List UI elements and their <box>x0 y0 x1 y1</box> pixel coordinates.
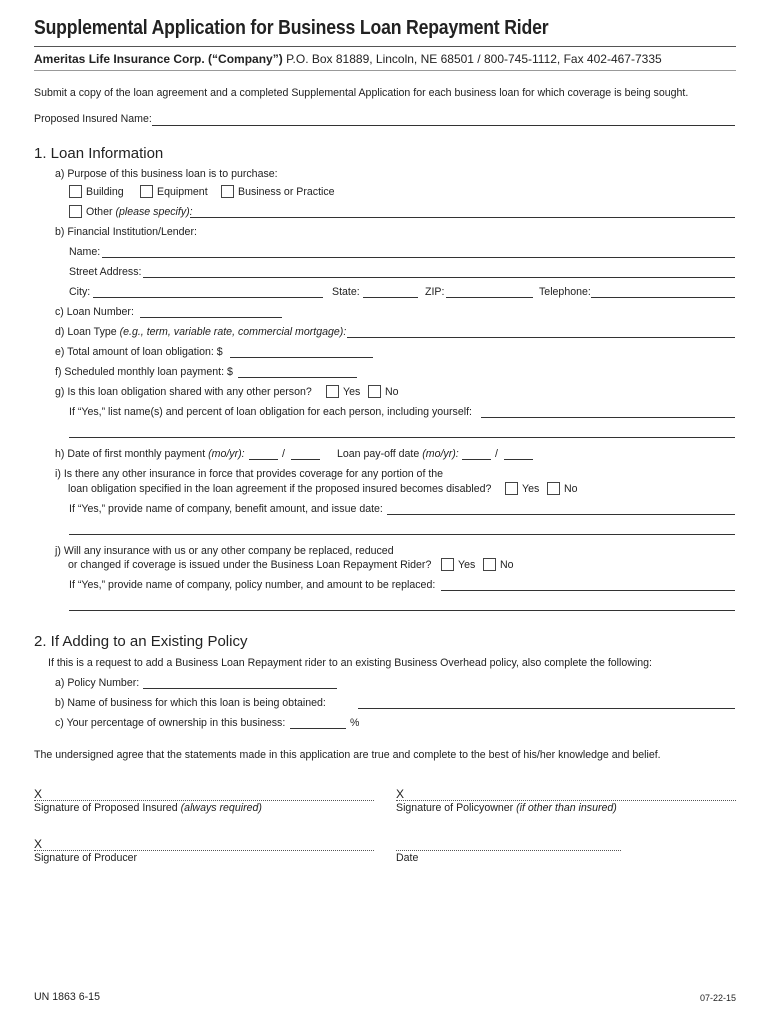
proposed-insured-field[interactable] <box>152 125 735 126</box>
insured-signature-label <box>34 802 262 814</box>
replacement-label-2: or changed if coverage is issued under the Business Loan Repayment Rider? <box>68 559 432 571</box>
lender-label: b) Financial Institution/Lender: <box>55 226 197 238</box>
zip-field[interactable] <box>446 297 533 298</box>
replacement-followup-field-2[interactable] <box>69 610 735 611</box>
other-insurance-followup-field[interactable] <box>387 514 735 515</box>
ownership-percent-sign: % <box>350 717 360 729</box>
loan-type-label <box>55 326 346 338</box>
first-payment-year-field[interactable] <box>291 459 320 460</box>
city-label: City: <box>69 286 91 298</box>
monthly-payment-label: f) Scheduled monthly loan payment: $ <box>55 366 233 378</box>
policy-number-label: a) Policy Number: <box>55 677 140 689</box>
other-insurance-yes-checkbox[interactable] <box>505 482 518 495</box>
loan-type-field[interactable] <box>347 337 735 338</box>
replacement-no-checkbox[interactable] <box>483 558 496 571</box>
payoff-month-field[interactable] <box>462 459 491 460</box>
company-name: Ameritas Life Insurance Corp. (“Company”) <box>34 52 283 66</box>
intro-text: Submit a copy of the loan agreement and a completed Supplemental Application for each business loan for which coverage is being sought. <box>34 87 689 99</box>
payoff-date-note: (mo/yr): <box>422 448 459 460</box>
owner-signature-text: Signature of Policyowner <box>396 802 514 814</box>
replacement-yes-checkbox[interactable] <box>441 558 454 571</box>
shared-yes-label: Yes <box>343 386 361 398</box>
insured-signature-note: (always required) <box>180 802 262 814</box>
loan-type-note: (e.g., term, variable rate, commercial mortgage): <box>119 326 347 338</box>
shared-yes-checkbox[interactable] <box>326 385 339 398</box>
business-or-practice-label: Business or Practice <box>238 186 335 198</box>
zip-label: ZIP: <box>425 286 445 298</box>
building-checkbox[interactable] <box>69 185 82 198</box>
lender-name-field[interactable] <box>102 257 735 258</box>
other-text: Other <box>86 206 113 218</box>
payoff-slash: / <box>495 448 498 460</box>
shared-followup-field-2[interactable] <box>69 437 735 438</box>
replacement-no-label: No <box>500 559 514 571</box>
equipment-checkbox[interactable] <box>140 185 153 198</box>
state-field[interactable] <box>363 297 418 298</box>
section-loan-information-heading: 1. Loan Information <box>34 145 164 162</box>
title-rule <box>34 46 736 47</box>
insured-signature-field[interactable] <box>34 800 374 801</box>
policy-number-field[interactable] <box>143 688 337 689</box>
other-insurance-followup-field-2[interactable] <box>69 534 735 535</box>
lender-name-label: Name: <box>69 246 101 258</box>
street-address-label: Street Address: <box>69 266 142 278</box>
date-field[interactable] <box>396 850 621 851</box>
loan-amount-label: e) Total amount of loan obligation: $ <box>55 346 223 358</box>
other-insurance-followup-label: If “Yes,” provide name of company, benefit amount, and issue date: <box>69 503 383 515</box>
street-address-field[interactable] <box>143 277 735 278</box>
owner-signature-note: (if other than insured) <box>516 802 617 814</box>
shared-obligation-label: g) Is this loan obligation shared with any other person? <box>55 386 312 398</box>
other-insurance-yes-label: Yes <box>522 483 540 495</box>
replacement-label-1: j) Will any insurance with us or any other company be replaced, reduced <box>55 545 394 557</box>
ownership-field[interactable] <box>290 728 346 729</box>
loan-purpose-label: a) Purpose of this business loan is to purchase: <box>55 168 278 180</box>
producer-signature-field[interactable] <box>34 850 374 851</box>
owner-signature-x: X <box>396 787 405 801</box>
other-insurance-label-1: i) Is there any other insurance in force that provides coverage for any portion of the <box>55 468 444 480</box>
other-label <box>86 206 193 218</box>
other-insurance-no-checkbox[interactable] <box>547 482 560 495</box>
telephone-label: Telephone: <box>539 286 591 298</box>
owner-signature-label <box>396 802 617 814</box>
loan-number-field[interactable] <box>140 317 282 318</box>
page-title: Supplemental Application for Business Loan Repayment Rider <box>34 16 549 39</box>
attestation-text: The undersigned agree that the statements made in this application are true and complete to the best of his/her knowledge and belief. <box>34 749 661 761</box>
loan-number-label: c) Loan Number: <box>55 306 134 318</box>
replacement-yes-label: Yes <box>458 559 476 571</box>
first-payment-month-field[interactable] <box>249 459 278 460</box>
building-label: Building <box>86 186 124 198</box>
shared-followup-field[interactable] <box>481 417 735 418</box>
equipment-label: Equipment <box>157 186 208 198</box>
first-payment-text: h) Date of first monthly payment <box>55 448 206 460</box>
first-payment-label <box>55 448 245 460</box>
producer-signature-label: Signature of Producer <box>34 852 138 864</box>
payoff-year-field[interactable] <box>504 459 533 460</box>
ownership-label: c) Your percentage of ownership in this business: <box>55 717 286 729</box>
state-label: State: <box>332 286 360 298</box>
section-existing-policy-heading: 2. If Adding to an Existing Policy <box>34 633 248 650</box>
business-name-field[interactable] <box>358 708 735 709</box>
existing-policy-intro: If this is a request to add a Business Loan Repayment rider to an existing Business Overhead policy, also complete the following: <box>48 657 652 669</box>
revision-date: 07-22-15 <box>700 993 737 1003</box>
first-payment-slash: / <box>282 448 285 460</box>
shared-no-label: No <box>385 386 399 398</box>
form-number: UN 1863 6-15 <box>34 991 100 1003</box>
owner-signature-field[interactable] <box>396 800 736 801</box>
date-label: Date <box>396 852 419 864</box>
other-specify-field[interactable] <box>190 217 735 218</box>
payoff-date-label <box>337 448 459 460</box>
first-payment-note: (mo/yr): <box>208 448 245 460</box>
shared-followup-label: If “Yes,” list name(s) and percent of loan obligation for each person, including yourself: <box>69 406 472 418</box>
insured-signature-x: X <box>34 787 43 801</box>
business-name-label: b) Name of business for which this loan is being obtained: <box>55 697 326 709</box>
city-field[interactable] <box>93 297 323 298</box>
producer-signature-x: X <box>34 837 43 851</box>
business-or-practice-checkbox[interactable] <box>221 185 234 198</box>
payoff-date-text: Loan pay-off date <box>337 448 420 460</box>
company-line <box>34 52 662 66</box>
other-insurance-label-2: loan obligation specified in the loan agreement if the proposed insured becomes disabled? <box>68 483 492 495</box>
loan-amount-field[interactable] <box>230 357 373 358</box>
replacement-followup-field[interactable] <box>441 590 735 591</box>
shared-no-checkbox[interactable] <box>368 385 381 398</box>
monthly-payment-field[interactable] <box>238 377 357 378</box>
insured-signature-text: Signature of Proposed Insured <box>34 802 178 814</box>
loan-type-text: d) Loan Type <box>55 326 117 338</box>
header-rule <box>34 70 736 71</box>
telephone-field[interactable] <box>591 297 735 298</box>
company-address: P.O. Box 81889, Lincoln, NE 68501 / 800-745-1112, Fax 402-467-7335 <box>286 52 662 66</box>
other-checkbox[interactable] <box>69 205 82 218</box>
other-insurance-no-label: No <box>564 483 578 495</box>
replacement-followup-label: If “Yes,” provide name of company, policy number, and amount to be replaced: <box>69 579 436 591</box>
proposed-insured-label: Proposed Insured Name: <box>34 113 152 125</box>
other-note: (please specify): <box>115 206 193 218</box>
